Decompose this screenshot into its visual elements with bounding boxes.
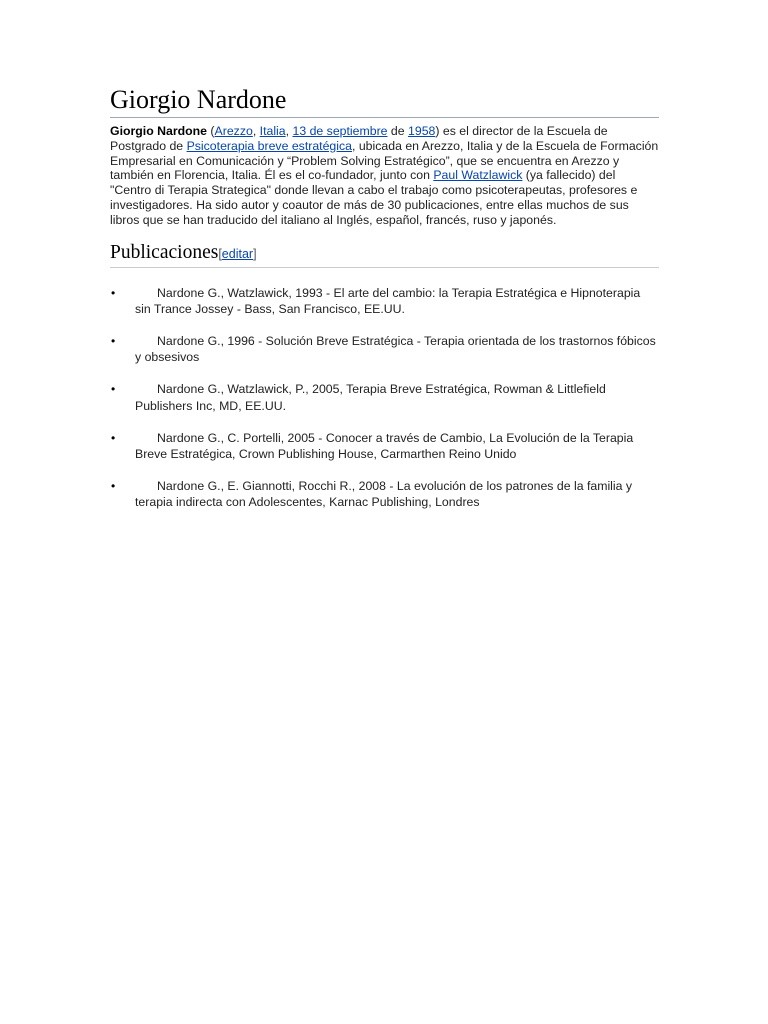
edit-section-link[interactable]: editar xyxy=(221,246,254,261)
publication-item xyxy=(110,478,659,510)
section-heading-text: Publicaciones xyxy=(110,241,219,263)
publication-text: Nardone G., Watzlawick, 1993 - El arte del cambio: la Terapia Estratégica e Hipnoterapia sin Trance Jossey - Bass, San Francisco, EE.UU. xyxy=(135,285,641,316)
publication-item xyxy=(110,285,659,317)
intro-text: de xyxy=(387,124,409,138)
bullet-icon: • xyxy=(111,430,116,445)
section-heading-publicaciones xyxy=(110,241,659,268)
publication-item xyxy=(110,333,659,365)
page-title: Giorgio Nardone xyxy=(110,84,659,118)
bullet-icon: • xyxy=(111,382,116,397)
edit-bracket-close: ] xyxy=(253,246,257,261)
publication-item xyxy=(110,430,659,462)
intro-text: ) es el director de la Escuela de Postgrado de xyxy=(110,124,608,153)
intro-text: , xyxy=(285,124,293,138)
publication-text: Nardone G., C. Portelli, 2005 - Conocer a través de Cambio, La Evolución de la Terapia Breve Estratégica, Crown Publishing House, Carmarthen Reino Unido xyxy=(135,430,634,461)
bullet-icon: • xyxy=(111,285,116,300)
link-birth-date[interactable]: 13 de septiembre xyxy=(292,124,388,138)
subject-name: Giorgio Nardone xyxy=(110,124,208,138)
intro-text: , ubicada en Arezzo, Italia y de la Escuela de Formación Empresarial en Comunicación y “Problem Solving Estratégico”, que se encuentra en Arezzo y también en Florencia, Italia. Él es el co-fundador, junto con xyxy=(110,138,659,183)
intro-text: ( xyxy=(207,124,215,138)
publication-text: Nardone G., 1996 - Solución Breve Estratégica - Terapia orientada de los trastornos fóbicos y obsesivos xyxy=(135,333,656,365)
edit-bracket-open: [ xyxy=(218,246,222,261)
intro-text: (ya fallecido) del "Centro di Terapia Strategica" donde llevan a cabo el trabajo como psicoterapeutas, profesores e investigadores. Ha sido autor y coautor de más de 30 publicaciones, entre ellas muchos de sus libros que se han traducido del italiano al Inglés, español, francés, ruso y japonés. xyxy=(110,168,638,227)
link-birth-year[interactable]: 1958 xyxy=(408,124,436,138)
article xyxy=(110,84,659,527)
publication-text: Nardone G., E. Giannotti, Rocchi R., 2008 - La evolución de los patrones de la familia y terapia indirecta con Adolescentes, Karnac Publishing, Londres xyxy=(135,479,633,510)
bullet-icon: • xyxy=(111,333,116,348)
publication-item xyxy=(110,381,659,413)
link-psicoterapia[interactable]: Psicoterapia breve estratégica xyxy=(186,138,352,153)
link-italia[interactable]: Italia xyxy=(259,124,286,138)
intro-text: , xyxy=(252,124,260,138)
publications-list xyxy=(110,285,659,511)
link-paul-watzlawick[interactable]: Paul Watzlawick xyxy=(433,168,523,183)
intro-paragraph xyxy=(110,124,659,228)
bullet-icon: • xyxy=(111,479,116,494)
edit-section xyxy=(218,247,256,261)
publication-text: Nardone G., Watzlawick, P., 2005, Terapia Breve Estratégica, Rowman & Littlefield Publishers Inc, MD, EE.UU. xyxy=(135,382,606,413)
link-arezzo[interactable]: Arezzo xyxy=(214,124,253,138)
